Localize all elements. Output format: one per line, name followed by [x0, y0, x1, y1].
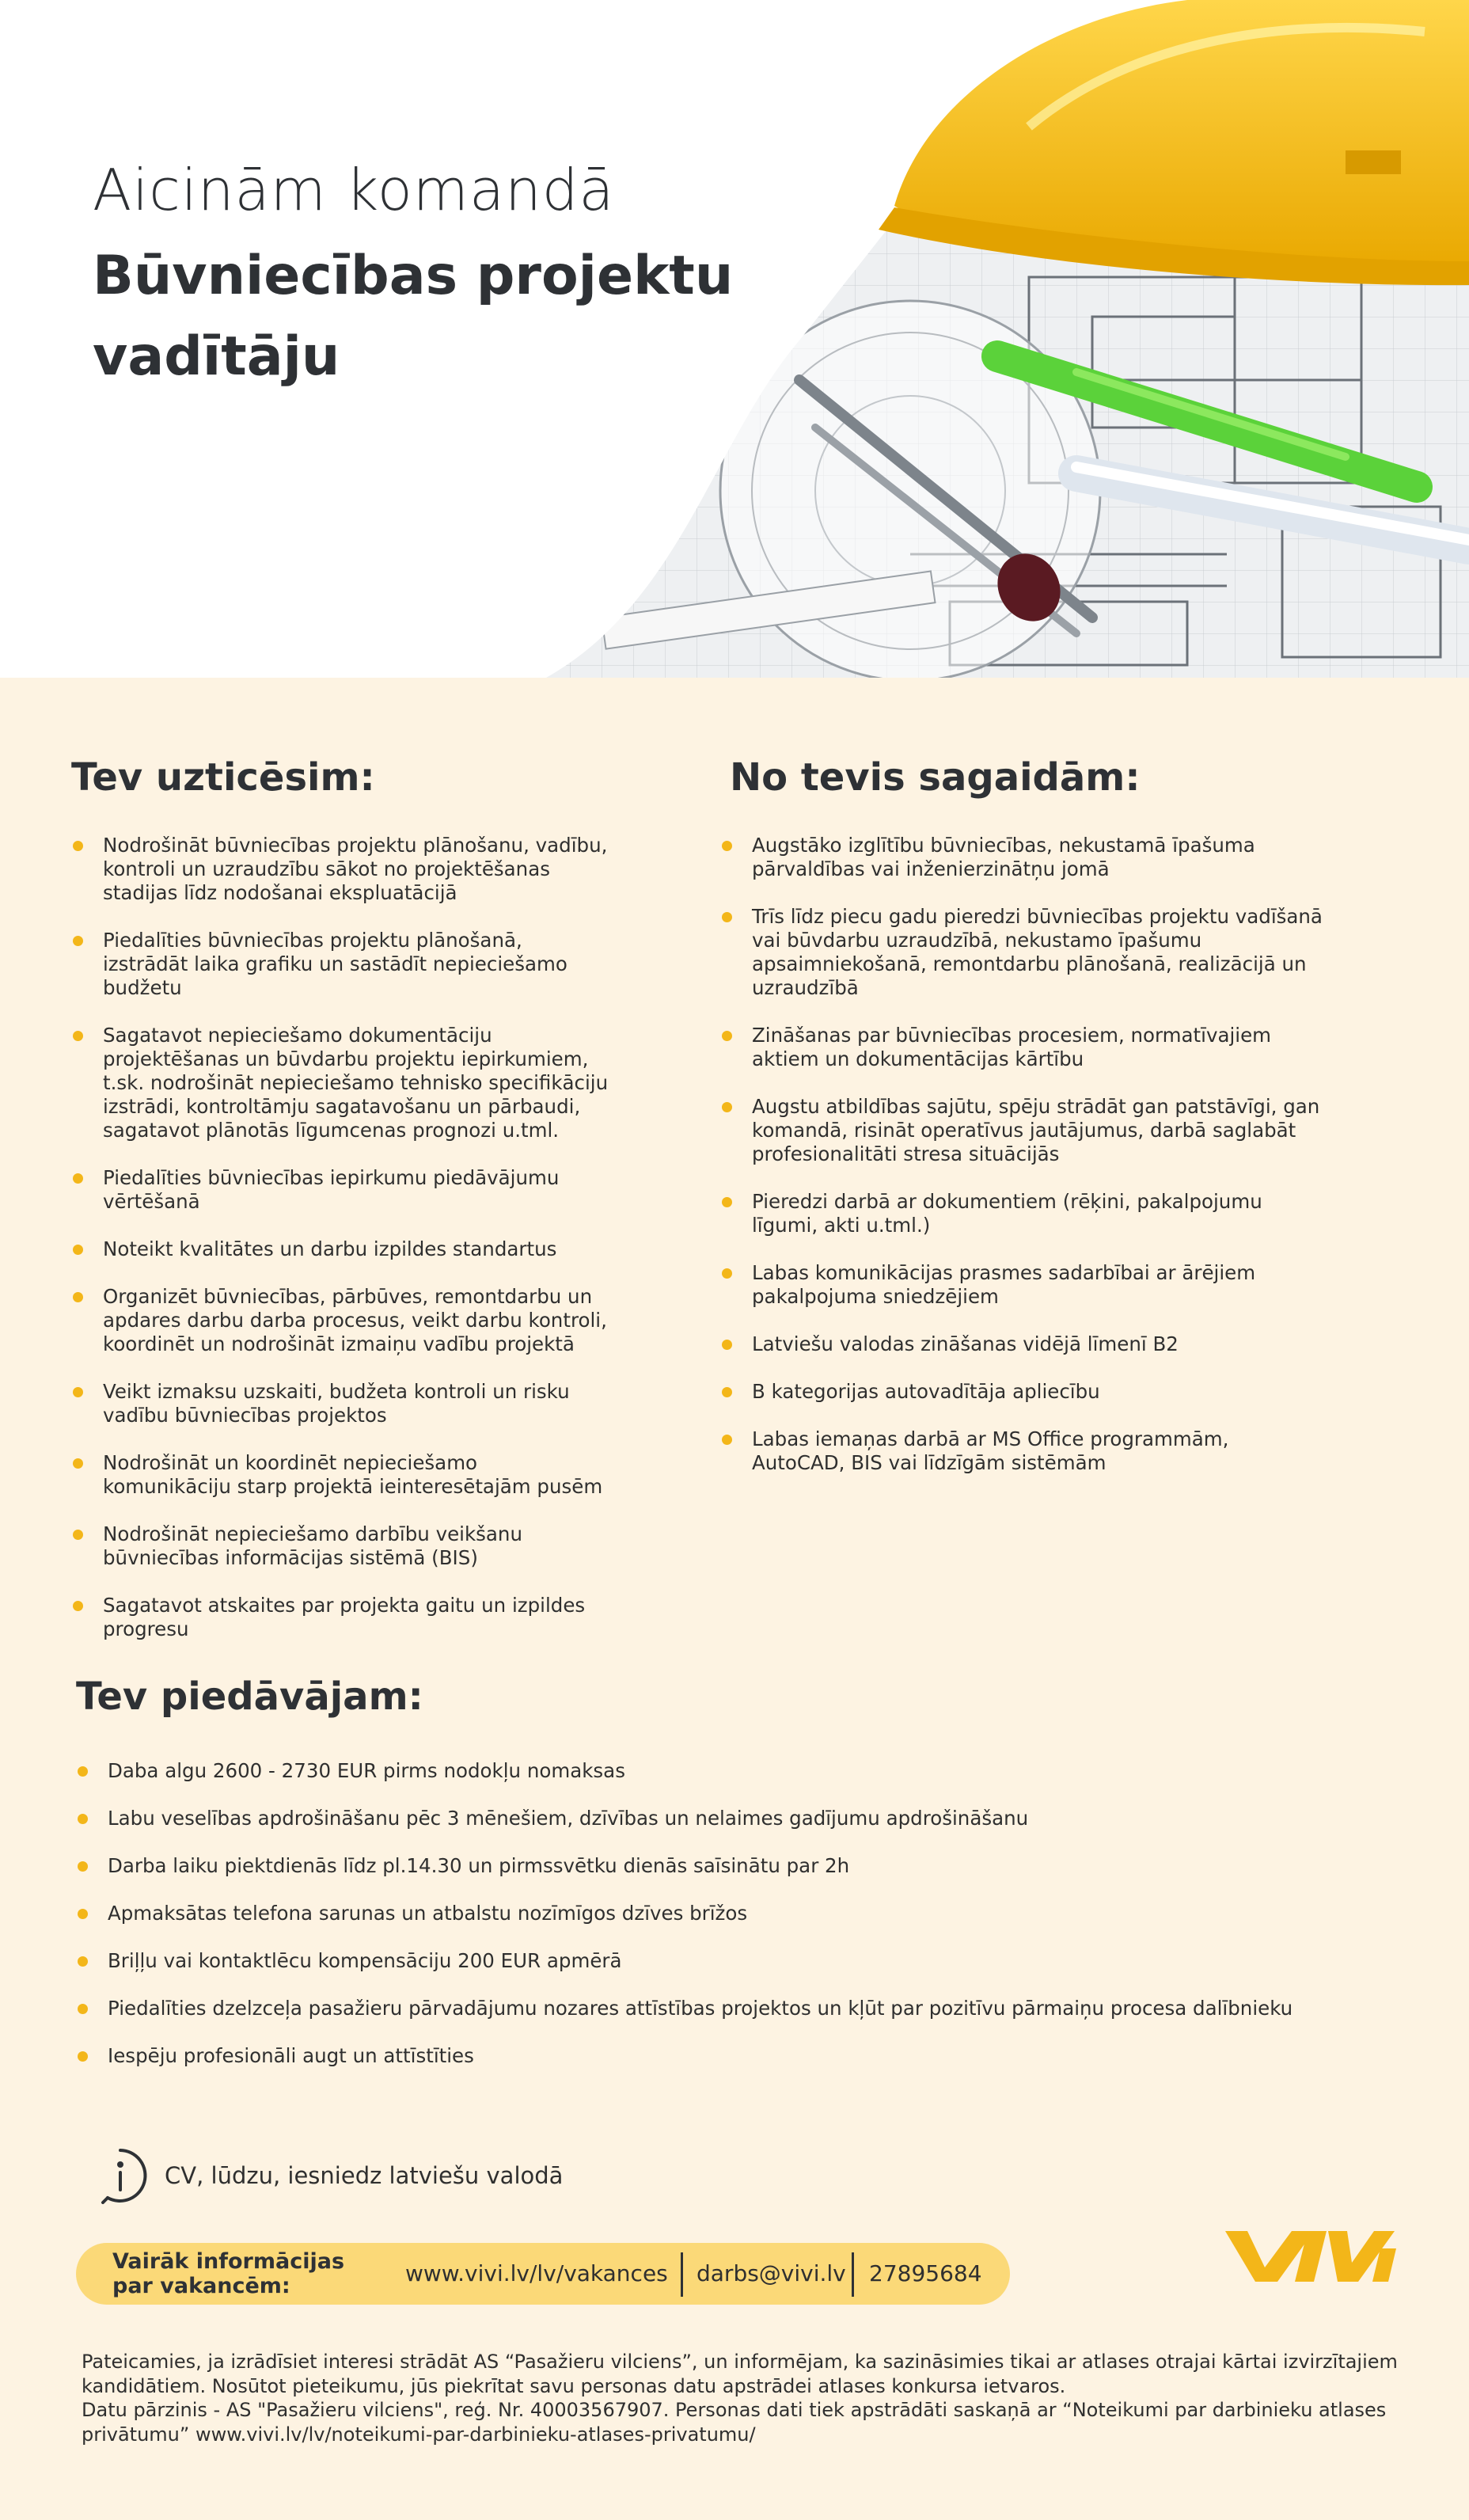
list-item: Labas iemaņas darbā ar MS Office programmām, AutoCAD, BIS vai līdzīgām sistēmām: [722, 1427, 1323, 1475]
responsibilities-list: [73, 834, 611, 1665]
title-line-1: Būvniecības projektu: [93, 245, 734, 307]
cv-note-text: CV, lūdzu, iesniedz latviešu valodā: [165, 2162, 564, 2189]
hard-hat-icon: [879, 0, 1469, 285]
requirements-list: [722, 834, 1323, 1499]
page-title: [93, 236, 773, 397]
list-item: Briļļu vai kontaktlēcu kompensāciju 200 EUR apmērā: [78, 1949, 1376, 1973]
list-item: Nodrošināt un koordinēt nepieciešamo komunikāciju starp projektā ieinteresētajām pusēm: [73, 1451, 611, 1499]
list-item: Trīs līdz piecu gadu pieredzi būvniecības projektu vadīšanā vai būvdarbu uzraudzībā, nekustamo īpašumu apsaimniekošanā, remontdarbu plānošanā, realizācijā un uzraudzībā: [722, 905, 1323, 1000]
offer-heading: Tev piedāvājam:: [76, 1674, 423, 1719]
phone-number[interactable]: 27895684: [869, 2260, 982, 2286]
list-item: Pieredzi darbā ar dokumentiem (rēķini, pakalpojumu līgumi, akti u.tml.): [722, 1190, 1323, 1237]
list-item: Piedalīties dzelzceļa pasažieru pārvadājumu nozares attīstības projektos un kļūt par pozitīvu pārmaiņu procesa dalībnieku: [78, 1997, 1376, 2020]
title-line-2: vadītāju: [93, 325, 340, 388]
list-item: Veikt izmaksu uzskaiti, budžeta kontroli un risku vadību būvniecības projektos: [73, 1380, 611, 1427]
list-item: Daba algu 2600 - 2730 EUR pirms nodokļu nomaksas: [78, 1759, 1376, 1783]
list-item: Augstu atbildības sajūtu, spēju strādāt gan patstāvīgi, gan komandā, risināt operatīvus jautājumus, darbā saglabāt profesionalitāti stresa situācijās: [722, 1095, 1323, 1166]
list-item: Latviešu valodas zināšanas vidējā līmenī B2: [722, 1332, 1323, 1356]
email-link[interactable]: darbs@vivi.lv: [697, 2260, 846, 2286]
list-item: Labu veselības apdrošināšanu pēc 3 mēnešiem, dzīvības un nelaimes gadījumu apdrošināšanu: [78, 1807, 1376, 1830]
list-item: Iespēju profesionāli augt un attīstīties: [78, 2044, 1376, 2068]
list-item: B kategorijas autovadītāja apliecību: [722, 1380, 1323, 1404]
list-item: Organizēt būvniecības, pārbūves, remontdarbu un apdares darbu darba procesus, veikt darbu kontroli, koordinēt un nodrošināt izmaiņu vadību projektā: [73, 1285, 611, 1356]
website-link[interactable]: www.vivi.lv/lv/vakances: [405, 2260, 668, 2286]
eyebrow-text: Aicinām komandā: [93, 157, 615, 223]
divider: [852, 2252, 854, 2297]
offer-list: [78, 1759, 1376, 2092]
list-item: Darba laiku piektdienās līdz pl.14.30 un pirmssvētku dienās saīsinātu par 2h: [78, 1854, 1376, 1878]
list-item: Piedalīties būvniecības projektu plānošanā, izstrādāt laika grafiku un sastādīt nepieciešamo budžetu: [73, 929, 611, 1000]
info-icon: [92, 2147, 149, 2204]
footer-disclaimer: [82, 2350, 1411, 2446]
hero-banner: [0, 0, 1469, 678]
list-item: Nodrošināt nepieciešamo darbību veikšanu būvniecības informācijas sistēmā (BIS): [73, 1522, 611, 1570]
requirements-heading: No tevis sagaidām:: [730, 755, 1141, 800]
list-item: Sagatavot atskaites par projekta gaitu un izpildes progresu: [73, 1594, 611, 1641]
list-item: Sagatavot nepieciešamo dokumentāciju projektēšanas un būvdarbu projektu iepirkumiem, t.sk. nodrošināt nepieciešamo tehnisko specifikāciju izstrādi, kontroltāmju sagatavošanu un pārbaudi, sagatavot plānotās līgumcenas prognozi u.tml.: [73, 1024, 611, 1142]
responsibilities-heading: Tev uzticēsim:: [71, 755, 375, 800]
cv-language-note: [92, 2147, 563, 2204]
vivi-logo: [1219, 2225, 1401, 2291]
footer-text: Datu pārzinis - AS "Pasažieru vilciens", reģ. Nr. 40003567907. Personas dati tiek apstrādāti saskaņā ar “Noteikumi par darbinieku atlases privātumu” www.vivi.lv/lv/noteikumi-par-darbinieku-atlases-privatumu/: [82, 2399, 1387, 2446]
footer-text: Pateicamies, ja izrādīsiet interesi strādāt AS “Pasažieru vilciens”, un informējam, ka sazināsimies tikai ar atlases otrajai kārtai izvirzītajiem kandidātiem. Nosūtot pieteikumu, jūs piekrītat savu personas datu apstrādei atlases konkursa ietvaros.: [82, 2351, 1398, 2397]
divider: [681, 2252, 683, 2297]
logo-icon: [1219, 2225, 1401, 2288]
list-item: Augstāko izglītību būvniecības, nekustamā īpašuma pārvaldības vai inženierzinātņu jomā: [722, 834, 1323, 881]
list-item: Noteikt kvalitātes un darbu izpildes standartus: [73, 1237, 611, 1261]
contact-label: Vairāk informācijas par vakancēm:: [112, 2249, 345, 2298]
list-item: Nodrošināt būvniecības projektu plānošanu, vadību, kontroli un uzraudzību sākot no projektēšanas stadijas līdz nodošanai ekspluatācijā: [73, 834, 611, 905]
list-item: Apmaksātas telefona sarunas un atbalstu nozīmīgos dzīves brīžos: [78, 1902, 1376, 1925]
contact-bar: [76, 2243, 1010, 2305]
list-item: Zināšanas par būvniecības procesiem, normatīvajiem aktiem un dokumentācijas kārtību: [722, 1024, 1323, 1071]
list-item: Labas komunikācijas prasmes sadarbībai ar ārējiem pakalpojuma sniedzējiem: [722, 1261, 1323, 1309]
list-item: Piedalīties būvniecības iepirkumu piedāvājumu vērtēšanā: [73, 1166, 611, 1214]
